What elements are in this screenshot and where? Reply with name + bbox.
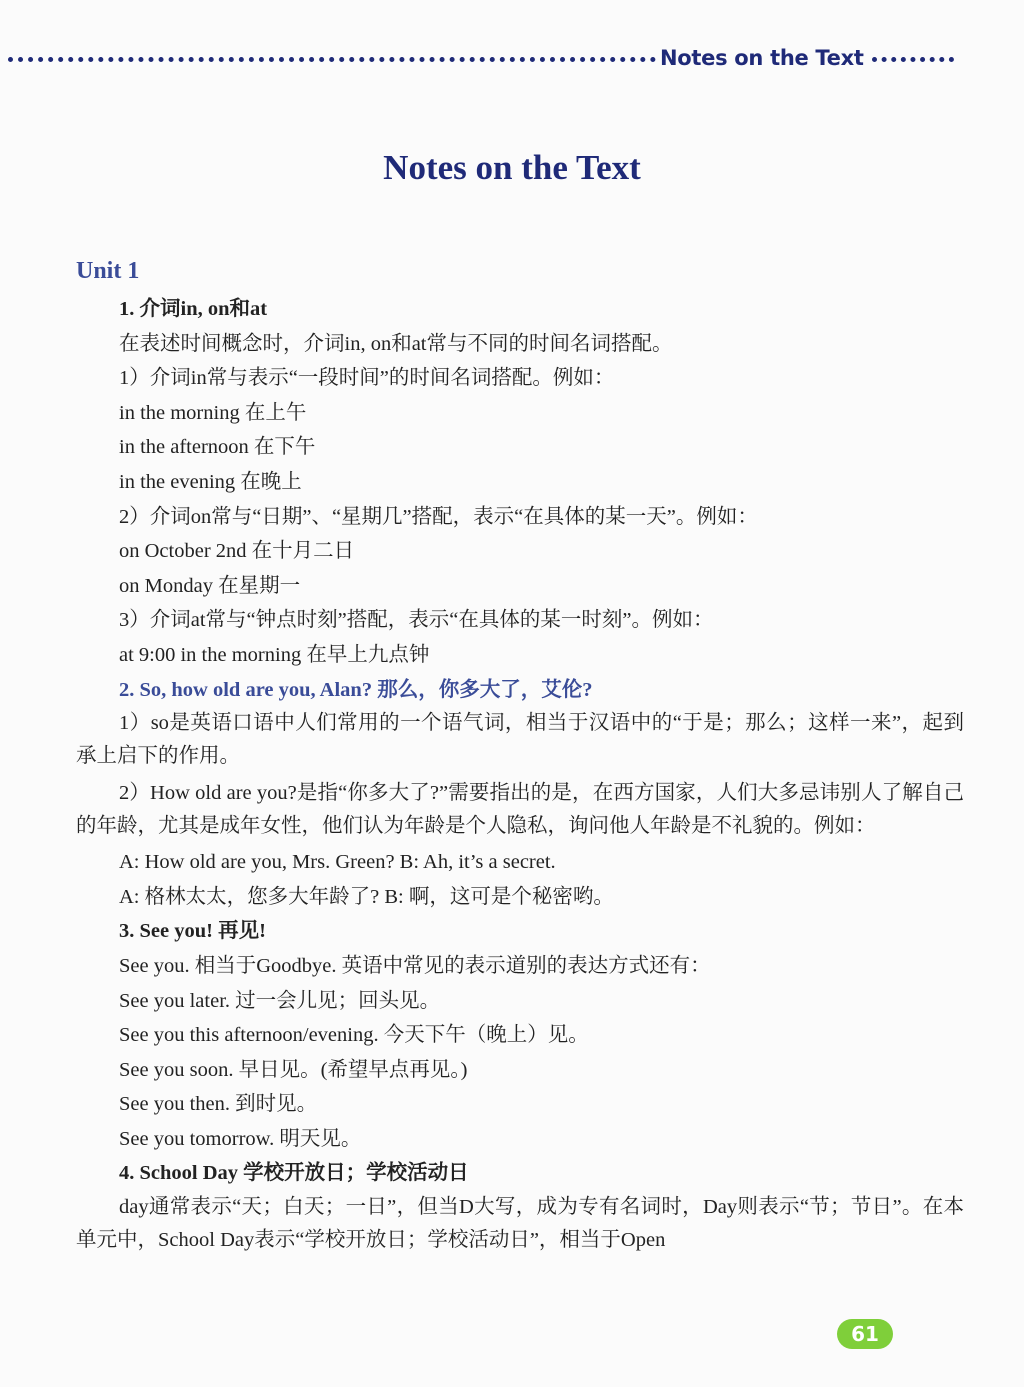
header-dotted-rule-right [872, 57, 954, 62]
notes-body [76, 292, 964, 1257]
example-line: in the afternoon 在下午 [119, 436, 316, 459]
page-title: Notes on the Text [383, 148, 641, 187]
example-line: See you tomorrow. 明天见。 [119, 1127, 362, 1150]
example-line: See you this afternoon/evening. 今天下午（晚上）见。 [119, 1024, 589, 1047]
example-line: on October 2nd 在十月二日 [119, 540, 355, 563]
text-line: 3）介词at常与“钟点时刻”搭配，表示“在具体的某一时刻”。例如： [119, 609, 714, 632]
example-line: See you later. 过一会儿见；回头见。 [119, 989, 441, 1012]
header-dotted-rule-left [8, 57, 656, 62]
note-heading-2: 2. So, how old are you, Alan? 那么，你多大了，艾伦? [119, 678, 593, 701]
example-line: on Monday 在星期一 [119, 574, 301, 597]
note-heading-3: 3. See you! 再见! [119, 920, 266, 943]
running-header-title: Notes on the Text [660, 46, 864, 70]
paragraph: 2）How old are you?是指“你多大了?”需要指出的是，在西方国家，人们大多忌讳别人了解自己的年龄，尤其是成年女性，他们认为年龄是个人隐私，询问他人年龄是不礼貌的。例如： [76, 782, 964, 838]
example-line: at 9:00 in the morning 在早上九点钟 [119, 643, 430, 666]
unit-heading: Unit 1 [76, 258, 140, 284]
example-line: A: How old are you, Mrs. Green? B: Ah, it’s a secret. [119, 851, 556, 874]
example-line: in the evening 在晚上 [119, 470, 302, 493]
example-line: in the morning 在上午 [119, 401, 307, 424]
page-number-badge: 61 [837, 1319, 893, 1349]
running-header [0, 44, 1024, 74]
example-line: See you soon. 早日见。(希望早点再见。) [119, 1058, 468, 1081]
note-heading-1: 1. 介词in, on和at [119, 298, 268, 320]
text-line: 2）介词on常与“日期”、“星期几”搭配，表示“在具体的某一天”。例如： [119, 505, 758, 528]
example-line: See you then. 到时见。 [119, 1093, 318, 1116]
example-line: A: 格林太太，您多大年龄了? B: 啊，这可是个秘密哟。 [119, 885, 614, 908]
text-line: See you. 相当于Goodbye. 英语中常见的表示道别的表达方式还有： [119, 954, 711, 977]
text-line: 在表述时间概念时，介词in, on和at常与不同的时间名词搭配。 [119, 332, 673, 355]
paragraph: 1）so是英语口语中人们常用的一个语气词，相当于汉语中的“于是；那么；这样一来”，起到承上启下的作用。 [76, 712, 964, 768]
paragraph: day通常表示“天；白天；一日”，但当D大写，成为专有名词时，Day则表示“节；节日”。在本单元中，School Day表示“学校开放日；学校活动日”，相当于Open [76, 1196, 964, 1252]
note-heading-4: 4. School Day 学校开放日；学校活动日 [119, 1162, 469, 1185]
text-line: 1）介词in常与表示“一段时间”的时间名词搭配。例如： [119, 367, 615, 390]
